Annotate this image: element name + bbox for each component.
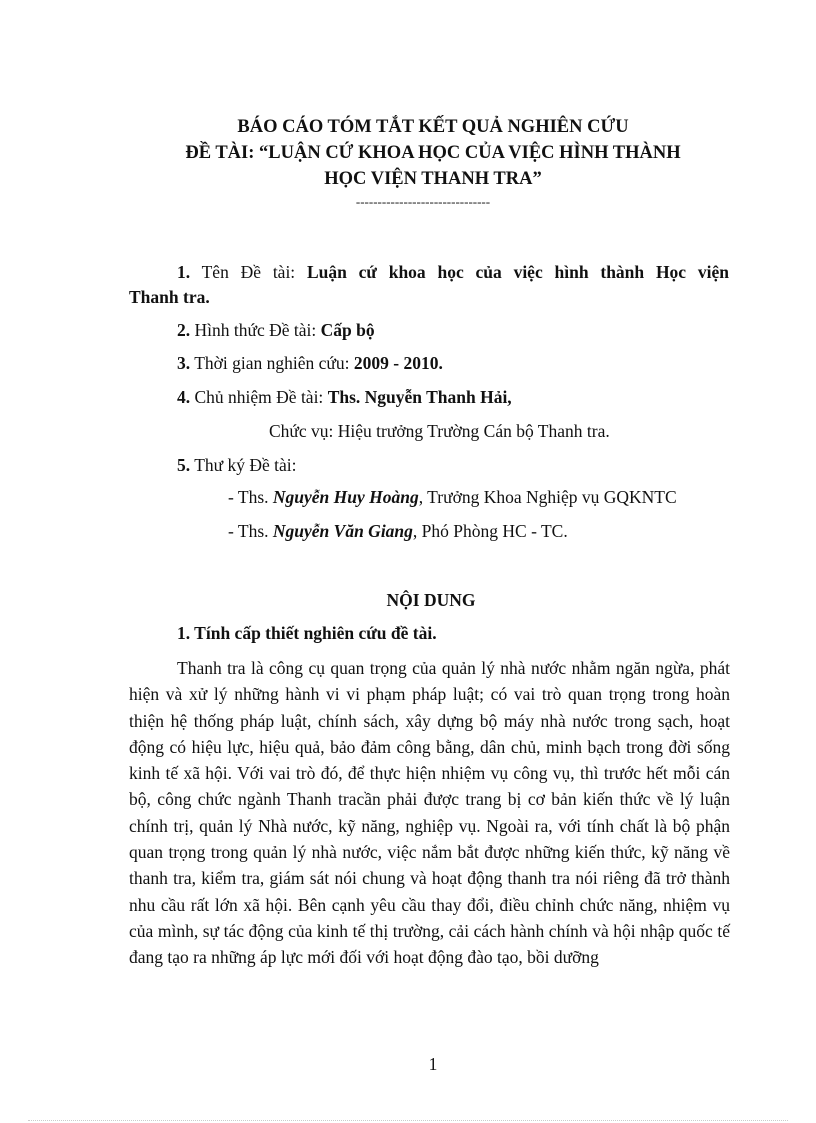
secretary-1-name: Nguyễn Huy Hoàng [272,487,419,507]
section-1-paragraph: Thanh tra là công cụ quan trọng của quản lý nhà nước nhằm ngăn ngừa, phát hiện và xử lý những hành vi vi phạm pháp luật; có vai trò quan trọng trong hoàn thiện hệ thống pháp luật, chính sách, xây dựng bộ máy nhà nước trong sạch, hoạt động có hiệu lực, hiệu quả, bảo đảm công bằng, dân chủ, minh bạch trong đời sống kinh tế xã hội. Với vai trò đó, để thực hiện nhiệm vụ công vụ, thì trước hết mỗi cán bộ, công chức ngành Thanh tracần phải được trang bị cơ bản kiến thức về lý luận chính trị, quản lý Nhà nước, kỹ năng, nghiệp vụ. Ngoài ra, với tính chất là bộ phận quan trọng trong quản lý nhà nước, việc nắm bắt được những kiến thức, kỹ năng về thanh tra, kiểm tra, giám sát nói chung và hoạt động thanh tra nói riêng đã trở thành nhu cầu rất lớn xã hội. Bên cạnh yêu cầu thay đổi, điều chỉnh chức năng, nhiệm vụ của mình, sự tác động của kinh tế thị trường, cải cách hành chính và hội nhập quốc tế đang tạo ra những áp lực mới đối với hoạt động đào tạo, bồi dưỡng [129,658,730,968]
secretary-2-role: , Phó Phòng HC - TC. [412,521,568,541]
secretary-1-role: , Trưởng Khoa Nghiệp vụ GQKNTC [418,487,677,507]
title-line-2: ĐỀ TÀI: “LUẬN CỨ KHOA HỌC CỦA VIỆC HÌNH THÀNH [185,143,681,163]
item-4-number: 4. [177,387,191,407]
item-5-number: 5. [177,455,191,475]
item-2-number: 2. [177,320,191,340]
item-4-value: Ths. Nguyễn Thanh Hải, [327,387,512,407]
title-line-1: BÁO CÁO TÓM TẮT KẾT QUẢ NGHIÊN CỨU [237,117,629,137]
item-2-value: Cấp bộ [320,320,375,340]
info-item-3 [177,353,443,374]
info-item-4 [177,387,512,408]
secretary-1 [228,487,677,508]
item-5-label: Thư ký Đề tài: [194,455,297,475]
section-1-title: 1. Tính cấp thiết nghiên cứu đề tài. [177,623,437,643]
item-3-value: 2009 - 2010. [353,353,443,373]
item-1-value-continued: Thanh tra. [129,287,210,307]
secretary-2-name: Nguyễn Văn Giang [272,521,413,541]
page-bottom-rule [28,1120,788,1121]
info-item-5 [177,455,297,476]
item-2-label: Hình thức Đề tài: [194,320,321,340]
secretary-1-prefix: - Ths. [228,487,273,507]
item-4-label: Chủ nhiệm Đề tài: [194,387,328,407]
item-4-position: Chức vụ: Hiệu trưởng Trường Cán bộ Thanh tra. [269,421,610,441]
title-line-3: HỌC VIỆN THANH TRA” [324,169,542,189]
item-1-value: Luận cứ khoa học của việc hình thành Học viện [306,262,729,282]
content-heading: NỘI DUNG [386,590,476,610]
page-number: 1 [428,1054,438,1074]
info-item-1-line-1 [129,259,729,285]
item-1-label: Tên Đề tài: [201,262,307,282]
secretary-2-prefix: - Ths. [228,521,273,541]
item-1-number: 1. [177,262,191,282]
report-title [0,114,816,192]
info-item-2 [177,320,375,341]
item-3-label: Thời gian nghiên cứu: [194,353,354,373]
secretary-2 [228,521,568,542]
title-separator: ------------------------------- [355,194,491,209]
item-3-number: 3. [177,353,191,373]
